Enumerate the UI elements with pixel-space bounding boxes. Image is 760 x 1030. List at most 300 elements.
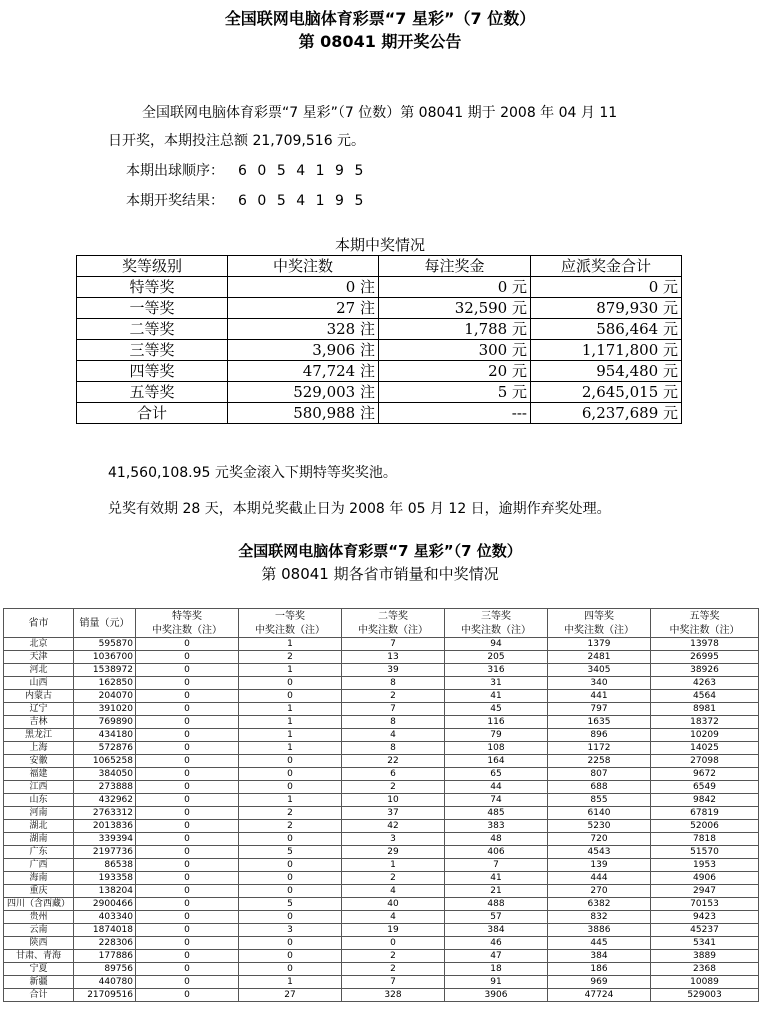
- page-subtitle: 第 08041 期开奖公告: [298, 32, 462, 51]
- province-cell-second: 4: [342, 911, 445, 924]
- province-cell-fifth: 70153: [651, 898, 759, 911]
- prize-cell-level: 五等奖: [77, 382, 228, 403]
- province-cell-fifth: 4906: [651, 872, 759, 885]
- province-row: [4, 833, 759, 846]
- province-cell-second: 2: [342, 690, 445, 703]
- province-row: [4, 937, 759, 950]
- province-cell-fourth: 832: [548, 911, 651, 924]
- province-cell-fourth: 5230: [548, 820, 651, 833]
- province-cell-province: 山东: [4, 794, 74, 807]
- province-cell-fifth: 52006: [651, 820, 759, 833]
- province-header-cell: 三等奖: [445, 609, 548, 624]
- prize-cell-level: 合计: [77, 403, 228, 424]
- province-cell-sales: 1065258: [74, 755, 136, 768]
- province-cell-fourth: 47724: [548, 989, 651, 1002]
- prize-row: [77, 298, 682, 319]
- province-row: [4, 651, 759, 664]
- province-cell-province: 黑龙江: [4, 729, 74, 742]
- province-cell-fifth: 38926: [651, 664, 759, 677]
- province-cell-second: 8: [342, 716, 445, 729]
- province-cell-third: 45: [445, 703, 548, 716]
- province-cell-special: 0: [136, 872, 239, 885]
- province-cell-fifth: 18372: [651, 716, 759, 729]
- province-row: [4, 794, 759, 807]
- province-cell-fourth: 186: [548, 963, 651, 976]
- prize-cell-total: 2,645,015 元: [531, 382, 682, 403]
- province-cell-second: 6: [342, 768, 445, 781]
- province-cell-sales: 440780: [74, 976, 136, 989]
- province-row: [4, 781, 759, 794]
- prize-cell-total: 954,480 元: [531, 361, 682, 382]
- province-cell-first: 1: [239, 703, 342, 716]
- province-row: [4, 768, 759, 781]
- province-cell-province: 湖北: [4, 820, 74, 833]
- province-cell-fifth: 3889: [651, 950, 759, 963]
- province-cell-fourth: 855: [548, 794, 651, 807]
- province-cell-special: 0: [136, 794, 239, 807]
- province-cell-first: 1: [239, 638, 342, 651]
- province-cell-special: 0: [136, 677, 239, 690]
- province-cell-sales: 193358: [74, 872, 136, 885]
- province-cell-first: 0: [239, 768, 342, 781]
- province-cell-sales: 339394: [74, 833, 136, 846]
- province-cell-sales: 138204: [74, 885, 136, 898]
- province-cell-province: 广东: [4, 846, 74, 859]
- province-cell-special: 0: [136, 833, 239, 846]
- province-cell-province: 河南: [4, 807, 74, 820]
- prize-table: [76, 255, 682, 424]
- province-cell-sales: 769890: [74, 716, 136, 729]
- province-row: [4, 729, 759, 742]
- province-cell-first: 5: [239, 898, 342, 911]
- province-cell-special: 0: [136, 664, 239, 677]
- province-cell-second: 7: [342, 638, 445, 651]
- prize-cell-per: 1,788 元: [379, 319, 531, 340]
- province-cell-fourth: 1172: [548, 742, 651, 755]
- province-cell-sales: 572876: [74, 742, 136, 755]
- province-cell-province: 天津: [4, 651, 74, 664]
- province-cell-sales: 21709516: [74, 989, 136, 1002]
- province-cell-first: 0: [239, 911, 342, 924]
- province-cell-sales: 273888: [74, 781, 136, 794]
- province-cell-second: 37: [342, 807, 445, 820]
- province-cell-special: 0: [136, 651, 239, 664]
- province-cell-third: 46: [445, 937, 548, 950]
- province-cell-first: 1: [239, 729, 342, 742]
- province-cell-special: 0: [136, 911, 239, 924]
- province-cell-third: 74: [445, 794, 548, 807]
- province-cell-province: 陕西: [4, 937, 74, 950]
- province-cell-fourth: 2258: [548, 755, 651, 768]
- province-cell-first: 1: [239, 794, 342, 807]
- province-cell-special: 0: [136, 820, 239, 833]
- province-cell-fifth: 26995: [651, 651, 759, 664]
- province-cell-third: 48: [445, 833, 548, 846]
- prize-cell-count: 328 注: [228, 319, 379, 340]
- prize-cell-per: ---: [379, 403, 531, 424]
- province-cell-fifth: 4564: [651, 690, 759, 703]
- province-cell-third: 3906: [445, 989, 548, 1002]
- province-cell-province: 上海: [4, 742, 74, 755]
- province-cell-second: 40: [342, 898, 445, 911]
- prize-cell-total: 0 元: [531, 277, 682, 298]
- province-cell-second: 29: [342, 846, 445, 859]
- province-cell-third: 7: [445, 859, 548, 872]
- province-cell-province: 辽宁: [4, 703, 74, 716]
- province-cell-fifth: 1953: [651, 859, 759, 872]
- province-header-row: [4, 609, 759, 624]
- province-cell-province: 江西: [4, 781, 74, 794]
- province-row: [4, 950, 759, 963]
- province-cell-sales: 1874018: [74, 924, 136, 937]
- province-cell-third: 406: [445, 846, 548, 859]
- province-row: [4, 703, 759, 716]
- province-cell-fifth: 4263: [651, 677, 759, 690]
- province-cell-sales: 2763312: [74, 807, 136, 820]
- province-cell-province: 河北: [4, 664, 74, 677]
- province-header-cell: 一等奖: [239, 609, 342, 624]
- province-cell-third: 47: [445, 950, 548, 963]
- province-cell-province: 湖南: [4, 833, 74, 846]
- province-cell-second: 4: [342, 885, 445, 898]
- province-cell-fifth: 67819: [651, 807, 759, 820]
- province-cell-second: 13: [342, 651, 445, 664]
- province-cell-fifth: 6549: [651, 781, 759, 794]
- province-cell-province: 贵州: [4, 911, 74, 924]
- province-cell-fifth: 10089: [651, 976, 759, 989]
- province-cell-sales: 86538: [74, 859, 136, 872]
- province-cell-province: 四川（含西藏）: [4, 898, 74, 911]
- province-cell-first: 0: [239, 690, 342, 703]
- province-cell-province: 海南: [4, 872, 74, 885]
- province-cell-sales: 2197736: [74, 846, 136, 859]
- draw-order-label: 本期出球顺序：: [126, 163, 224, 179]
- province-cell-fourth: 1635: [548, 716, 651, 729]
- province-cell-third: 116: [445, 716, 548, 729]
- province-cell-first: 3: [239, 924, 342, 937]
- draw-order-row: [126, 160, 374, 180]
- province-cell-fourth: 3405: [548, 664, 651, 677]
- province-cell-special: 0: [136, 898, 239, 911]
- province-cell-second: 1: [342, 859, 445, 872]
- prize-table-caption: 本期中奖情况: [334, 236, 425, 254]
- province-cell-sales: 162850: [74, 677, 136, 690]
- province-cell-special: 0: [136, 976, 239, 989]
- prize-row: [77, 277, 682, 298]
- province-row: [4, 859, 759, 872]
- province-cell-first: 2: [239, 651, 342, 664]
- province-cell-province: 新疆: [4, 976, 74, 989]
- province-row: [4, 820, 759, 833]
- province-cell-first: 1: [239, 664, 342, 677]
- province-row: [4, 807, 759, 820]
- province-cell-province: 福建: [4, 768, 74, 781]
- province-header-subcell: 中奖注数（注）: [136, 623, 239, 638]
- province-cell-fifth: 9672: [651, 768, 759, 781]
- province-cell-fifth: 529003: [651, 989, 759, 1002]
- province-cell-fourth: 445: [548, 937, 651, 950]
- province-header-cell: 省市: [4, 609, 74, 638]
- province-cell-first: 0: [239, 950, 342, 963]
- prize-cell-count: 580,988 注: [228, 403, 379, 424]
- province-cell-fourth: 797: [548, 703, 651, 716]
- province-cell-first: 5: [239, 846, 342, 859]
- province-cell-sales: 384050: [74, 768, 136, 781]
- prize-header-cell: 奖等级别: [77, 256, 228, 277]
- province-header-cell: 五等奖: [651, 609, 759, 624]
- province-section-subtitle: 第 08041 期各省市销量和中奖情况: [261, 565, 499, 583]
- province-cell-special: 0: [136, 729, 239, 742]
- province-cell-province: 吉林: [4, 716, 74, 729]
- province-cell-first: 1: [239, 716, 342, 729]
- prize-cell-count: 27 注: [228, 298, 379, 319]
- province-header-subcell: 中奖注数（注）: [651, 623, 759, 638]
- province-cell-first: 27: [239, 989, 342, 1002]
- province-cell-first: 2: [239, 807, 342, 820]
- province-cell-second: 8: [342, 742, 445, 755]
- province-cell-second: 10: [342, 794, 445, 807]
- announcement-line-2: 日开奖，本期投注总额 21,709,516 元。: [108, 133, 366, 149]
- draw-result-row: [126, 190, 374, 210]
- province-cell-fourth: 6382: [548, 898, 651, 911]
- province-cell-second: 4: [342, 729, 445, 742]
- province-cell-sales: 177886: [74, 950, 136, 963]
- province-cell-first: 1: [239, 742, 342, 755]
- province-row: [4, 677, 759, 690]
- province-row: [4, 716, 759, 729]
- province-header-cell: 特等奖: [136, 609, 239, 624]
- province-cell-fourth: 139: [548, 859, 651, 872]
- page-title: 全国联网电脑体育彩票“7 星彩”（7 位数）: [224, 9, 536, 28]
- province-cell-fourth: 444: [548, 872, 651, 885]
- province-cell-fourth: 6140: [548, 807, 651, 820]
- province-cell-special: 0: [136, 859, 239, 872]
- province-row: [4, 872, 759, 885]
- province-cell-third: 383: [445, 820, 548, 833]
- province-cell-first: 0: [239, 677, 342, 690]
- province-cell-third: 21: [445, 885, 548, 898]
- province-cell-special: 0: [136, 937, 239, 950]
- province-cell-fifth: 2947: [651, 885, 759, 898]
- province-cell-fifth: 9423: [651, 911, 759, 924]
- province-cell-first: 0: [239, 963, 342, 976]
- province-cell-special: 0: [136, 755, 239, 768]
- province-cell-third: 65: [445, 768, 548, 781]
- province-cell-fourth: 3886: [548, 924, 651, 937]
- province-cell-special: 0: [136, 885, 239, 898]
- province-cell-special: 0: [136, 638, 239, 651]
- province-cell-third: 488: [445, 898, 548, 911]
- province-table: [3, 608, 759, 1002]
- province-cell-second: 2: [342, 781, 445, 794]
- prize-cell-level: 特等奖: [77, 277, 228, 298]
- province-cell-first: 0: [239, 833, 342, 846]
- province-cell-special: 0: [136, 924, 239, 937]
- province-cell-second: 22: [342, 755, 445, 768]
- province-cell-fourth: 441: [548, 690, 651, 703]
- province-cell-fourth: 384: [548, 950, 651, 963]
- province-header-subcell: 中奖注数（注）: [239, 623, 342, 638]
- province-cell-fourth: 4543: [548, 846, 651, 859]
- province-cell-third: 164: [445, 755, 548, 768]
- province-section-title: 全国联网电脑体育彩票“7 星彩”（7 位数）: [238, 542, 522, 560]
- province-cell-special: 0: [136, 989, 239, 1002]
- province-cell-fourth: 1379: [548, 638, 651, 651]
- province-cell-fifth: 14025: [651, 742, 759, 755]
- province-cell-second: 42: [342, 820, 445, 833]
- province-cell-fourth: 270: [548, 885, 651, 898]
- province-cell-second: 39: [342, 664, 445, 677]
- province-cell-fifth: 5341: [651, 937, 759, 950]
- province-cell-fourth: 340: [548, 677, 651, 690]
- province-cell-province: 甘肃、青海: [4, 950, 74, 963]
- province-cell-third: 79: [445, 729, 548, 742]
- province-cell-special: 0: [136, 781, 239, 794]
- province-cell-fifth: 51570: [651, 846, 759, 859]
- prize-header-cell: 中奖注数: [228, 256, 379, 277]
- province-row: [4, 846, 759, 859]
- province-cell-special: 0: [136, 716, 239, 729]
- province-cell-sales: 204070: [74, 690, 136, 703]
- province-cell-sales: 89756: [74, 963, 136, 976]
- province-cell-third: 108: [445, 742, 548, 755]
- prize-cell-level: 二等奖: [77, 319, 228, 340]
- province-cell-special: 0: [136, 846, 239, 859]
- province-cell-first: 2: [239, 820, 342, 833]
- province-cell-fourth: 2481: [548, 651, 651, 664]
- province-cell-special: 0: [136, 950, 239, 963]
- province-header-subcell: 中奖注数（注）: [342, 623, 445, 638]
- prize-cell-level: 四等奖: [77, 361, 228, 382]
- prize-cell-total: 1,171,800 元: [531, 340, 682, 361]
- province-cell-special: 0: [136, 963, 239, 976]
- province-cell-province: 安徽: [4, 755, 74, 768]
- province-row: [4, 690, 759, 703]
- province-cell-second: 2: [342, 963, 445, 976]
- province-cell-fifth: 13978: [651, 638, 759, 651]
- province-cell-sales: 595870: [74, 638, 136, 651]
- province-cell-fifth: 7818: [651, 833, 759, 846]
- province-cell-fourth: 896: [548, 729, 651, 742]
- province-cell-province: 合计: [4, 989, 74, 1002]
- prize-cell-per: 300 元: [379, 340, 531, 361]
- prize-table-header: [77, 256, 682, 277]
- rollover-note: 41,560,108.95 元奖金滚入下期特等奖奖池。: [108, 465, 397, 481]
- province-cell-province: 重庆: [4, 885, 74, 898]
- province-cell-province: 宁夏: [4, 963, 74, 976]
- province-cell-fifth: 2368: [651, 963, 759, 976]
- prize-cell-per: 0 元: [379, 277, 531, 298]
- province-cell-sales: 403340: [74, 911, 136, 924]
- province-header-cell: 四等奖: [548, 609, 651, 624]
- province-cell-fourth: 969: [548, 976, 651, 989]
- province-header-cell: 二等奖: [342, 609, 445, 624]
- province-cell-fourth: 807: [548, 768, 651, 781]
- prize-cell-count: 529,003 注: [228, 382, 379, 403]
- province-row: [4, 755, 759, 768]
- prize-cell-total: 586,464 元: [531, 319, 682, 340]
- province-cell-third: 41: [445, 872, 548, 885]
- province-cell-first: 0: [239, 859, 342, 872]
- prize-cell-level: 一等奖: [77, 298, 228, 319]
- province-cell-first: 0: [239, 885, 342, 898]
- validity-note: 兑奖有效期 28 天，本期兑奖截止日为 2008 年 05 月 12 日，逾期作弃奖处理。: [108, 501, 611, 517]
- prize-row: [77, 319, 682, 340]
- province-cell-second: 8: [342, 677, 445, 690]
- province-cell-third: 18: [445, 963, 548, 976]
- province-cell-sales: 432962: [74, 794, 136, 807]
- province-cell-second: 7: [342, 703, 445, 716]
- prize-header-cell: 应派奖金合计: [531, 256, 682, 277]
- province-row: [4, 885, 759, 898]
- province-cell-sales: 434180: [74, 729, 136, 742]
- prize-row: [77, 340, 682, 361]
- province-cell-fifth: 10209: [651, 729, 759, 742]
- announcement-line-1: 全国联网电脑体育彩票“7 星彩”（7 位数）第 08041 期于 2008 年 04 月 11: [142, 105, 618, 121]
- draw-result-value: 6054195: [238, 193, 374, 209]
- province-cell-third: 316: [445, 664, 548, 677]
- province-cell-third: 91: [445, 976, 548, 989]
- province-cell-second: 7: [342, 976, 445, 989]
- province-cell-fifth: 27098: [651, 755, 759, 768]
- province-header-subcell: 中奖注数（注）: [445, 623, 548, 638]
- province-row: [4, 989, 759, 1002]
- province-row: [4, 911, 759, 924]
- province-cell-province: 云南: [4, 924, 74, 937]
- prize-cell-count: 47,724 注: [228, 361, 379, 382]
- prize-cell-count: 0 注: [228, 277, 379, 298]
- province-cell-second: 2: [342, 950, 445, 963]
- province-cell-third: 57: [445, 911, 548, 924]
- province-cell-sales: 391020: [74, 703, 136, 716]
- prize-cell-per: 20 元: [379, 361, 531, 382]
- province-cell-second: 328: [342, 989, 445, 1002]
- province-cell-sales: 2900466: [74, 898, 136, 911]
- province-row: [4, 924, 759, 937]
- province-cell-first: 0: [239, 872, 342, 885]
- province-cell-first: 0: [239, 937, 342, 950]
- province-cell-second: 3: [342, 833, 445, 846]
- province-cell-third: 205: [445, 651, 548, 664]
- province-cell-special: 0: [136, 690, 239, 703]
- province-cell-second: 0: [342, 937, 445, 950]
- province-cell-fifth: 8981: [651, 703, 759, 716]
- province-row: [4, 976, 759, 989]
- province-header-subcell: 中奖注数（注）: [548, 623, 651, 638]
- province-cell-fifth: 45237: [651, 924, 759, 937]
- province-cell-sales: 1036700: [74, 651, 136, 664]
- prize-cell-per: 32,590 元: [379, 298, 531, 319]
- prize-cell-total: 6,237,689 元: [531, 403, 682, 424]
- prize-header-cell: 每注奖金: [379, 256, 531, 277]
- province-cell-third: 31: [445, 677, 548, 690]
- province-cell-special: 0: [136, 768, 239, 781]
- prize-cell-level: 三等奖: [77, 340, 228, 361]
- prize-row: [77, 403, 682, 424]
- draw-result-label: 本期开奖结果：: [126, 193, 224, 209]
- province-cell-first: 1: [239, 976, 342, 989]
- province-cell-special: 0: [136, 807, 239, 820]
- province-cell-second: 2: [342, 872, 445, 885]
- province-cell-third: 44: [445, 781, 548, 794]
- prize-cell-total: 879,930 元: [531, 298, 682, 319]
- province-cell-third: 41: [445, 690, 548, 703]
- prize-cell-per: 5 元: [379, 382, 531, 403]
- province-cell-second: 19: [342, 924, 445, 937]
- province-row: [4, 963, 759, 976]
- province-cell-special: 0: [136, 703, 239, 716]
- province-cell-province: 内蒙古: [4, 690, 74, 703]
